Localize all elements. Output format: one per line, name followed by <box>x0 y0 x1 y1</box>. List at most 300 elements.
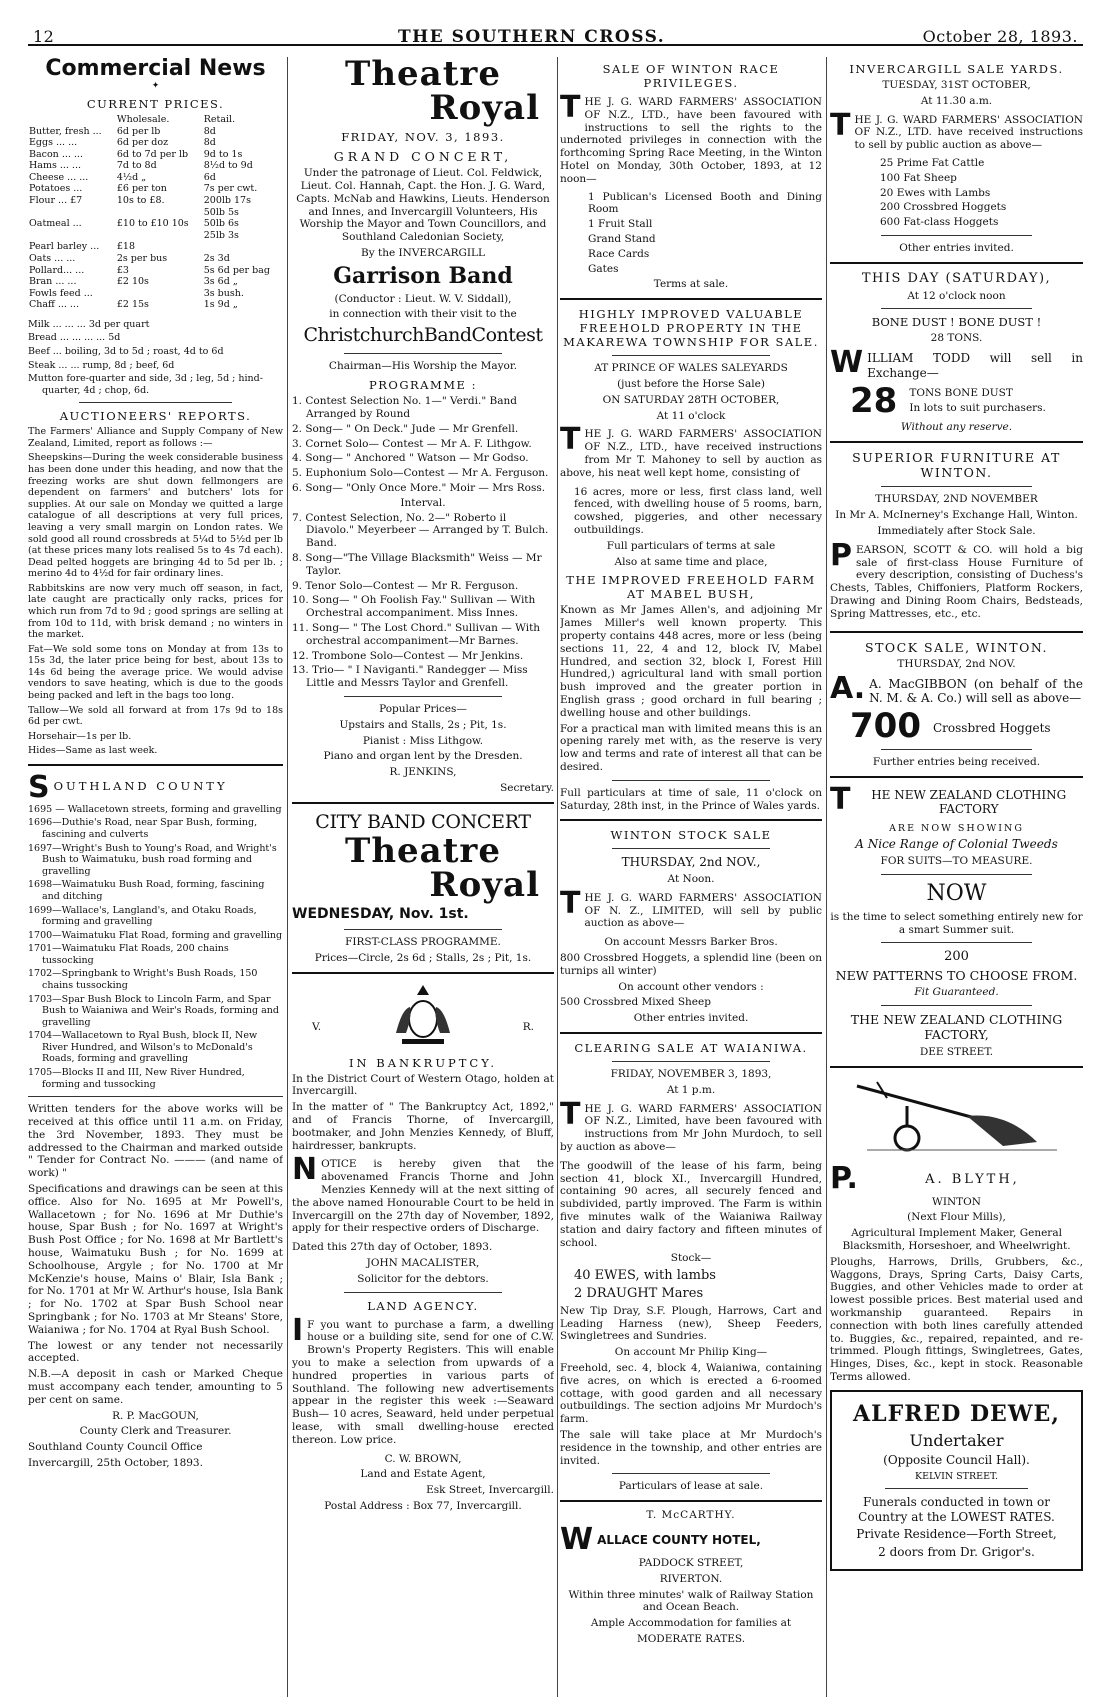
price-item: Pollard... ... <box>29 264 85 276</box>
drop-cap: N <box>292 1155 318 1188</box>
price-retail: 8d <box>203 125 216 137</box>
price-row <box>28 230 283 242</box>
divider <box>830 631 1083 633</box>
divider <box>612 1473 769 1474</box>
thursday: THURSDAY, 2ND NOVEMBER <box>875 493 1038 506</box>
makarewa-details: 16 acres, more or less, first class land, well fenced, with dwelling house of 5 rooms, barn, cowshed, piggeries, and other necessary outbuildings. <box>574 485 822 536</box>
saturday-heading: THIS DAY (SATURDAY), <box>861 270 1052 286</box>
price-wholesale: 7d to 8d <box>116 160 157 172</box>
price-retail: 50lb 5s <box>203 206 239 218</box>
county-heading <box>28 773 283 802</box>
dewe-name: ALFRED DEWE, <box>853 1400 1060 1427</box>
auct-paragraph: Hides—Same as last week. <box>28 745 158 757</box>
price-header-cell <box>28 114 116 126</box>
price-row <box>28 126 283 138</box>
programme-item: 10. Song— " Oh Foolish Fay." Sullivan — With Orchestral accompaniment. Miss Innes. <box>292 594 536 620</box>
divider <box>881 874 1033 875</box>
wednesday-date: WEDNESDAY, Nov. 1st. <box>292 905 469 922</box>
price-item <box>28 230 116 242</box>
price-retail: 1s 9d „ <box>203 299 238 311</box>
price-retail: 3s 6d „ <box>203 276 238 288</box>
current-prices-heading: CURRENT PRICES. <box>86 96 225 111</box>
tons: 28 TONS. <box>930 332 983 345</box>
price-header-row <box>28 114 283 126</box>
programme-list <box>292 395 554 690</box>
noon: At Noon. <box>667 873 715 886</box>
reserve: Without any reserve. <box>900 421 1013 434</box>
prices-line: Upstairs and Stalls, 2s ; Pit, 1s. <box>339 718 507 731</box>
tender-paragraph: N.B.—A deposit in cash or Marked Cheque must accompany each tender, amounting to 5 per cent on same. <box>28 1368 283 1406</box>
yards-item: 100 Fat Sheep <box>880 171 957 184</box>
divider <box>560 819 822 821</box>
solicitor-title: Solicitor for the debtors. <box>357 1272 489 1285</box>
divider <box>28 764 283 766</box>
price-retail: 8d <box>203 137 216 149</box>
big-700: 700 <box>850 708 921 743</box>
divider <box>881 942 1033 943</box>
clock: At 11 o'clock <box>656 409 726 422</box>
price-item: Fowls feed ... <box>29 287 93 299</box>
fit: Fit Guaranteed. <box>914 986 999 999</box>
column-commercial <box>28 57 283 1697</box>
retail-line: Milk ... ... ... 3d per quart <box>28 318 150 330</box>
vendors: On account other vendors : <box>618 980 764 993</box>
lease-particulars: Particulars of lease at sale. <box>618 1480 764 1493</box>
drop-cap: P <box>830 540 852 573</box>
drop-cap: I <box>292 1315 304 1348</box>
price-row <box>28 276 283 288</box>
retail-meat-list <box>28 319 283 396</box>
works-item: 1703—Spar Bush Block to Lincoln Farm, and Spar Bush to Waianiwa and Weir's Roads, forming and gravelling <box>28 993 279 1028</box>
column-ward-sales <box>560 57 822 1697</box>
newspaper-title: THE SOUTHERN CROSS. <box>398 27 666 47</box>
mixed-sheep: 500 Crossbred Mixed Sheep <box>560 996 711 1009</box>
full-particulars: Full particulars of terms at sale <box>606 539 776 552</box>
price-item: Pearl barley ... <box>29 241 100 253</box>
price-row <box>28 137 283 149</box>
divider <box>881 1005 1033 1006</box>
macgibbon-paragraph <box>830 674 1083 709</box>
ewes: 40 EWES, with lambs <box>574 1268 716 1284</box>
ample: Ample Accommodation for families at <box>590 1617 792 1630</box>
crossbred-hoggets: Crossbred Hoggets <box>932 720 1051 735</box>
grand-concert: GRAND CONCERT, <box>333 149 513 165</box>
column-rule <box>557 57 558 1697</box>
divider <box>830 441 1083 443</box>
paddock-street: PADDOCK STREET, <box>638 1557 744 1570</box>
divider <box>292 972 554 974</box>
am: At 11.30 a.m. <box>920 94 993 107</box>
mccarthy: T. McCARTHY. <box>646 1509 736 1522</box>
price-retail: 2s 3d <box>203 252 230 264</box>
commercial-news-title: Commercial News <box>45 57 266 81</box>
yards-item: 25 Prime Fat Cattle <box>880 157 985 169</box>
agent-name: C. W. BROWN, <box>384 1452 462 1465</box>
price-retail: 6d <box>203 171 216 183</box>
suits: FOR SUITS—TO MEASURE. <box>880 855 1033 868</box>
price-item: Bacon ... ... <box>29 148 83 160</box>
divider <box>28 1096 283 1097</box>
secretary-title: Secretary. <box>500 781 554 794</box>
further-entries: Further entries being received. <box>872 755 1041 768</box>
divider <box>881 235 1033 236</box>
furniture-heading: SUPERIOR FURNITURE AT WINTON. <box>852 449 1061 481</box>
race-item: 1 Fruit Stall <box>588 218 653 231</box>
divider <box>612 1061 769 1062</box>
moderate: MODERATE RATES. <box>636 1633 746 1646</box>
price-row <box>28 172 283 184</box>
private-residence: Private Residence—Forth Street, <box>856 1527 1057 1542</box>
yards-items <box>830 157 1083 229</box>
works-item: 1697—Wright's Bush to Young's Road, and Wright's Bush to Waimatuku, bush road forming and gravelling <box>28 842 277 877</box>
royal-title: Royal <box>429 88 540 128</box>
price-wholesale <box>116 288 203 300</box>
within: Within three minutes' walk of Railway Station and Ocean Beach. <box>568 1588 814 1614</box>
stock-text: HE J. G. WARD FARMERS' ASSOCIATION OF N. Z., LIMITED, will sell by public auction as above— <box>584 891 822 930</box>
column-ads <box>830 57 1083 1697</box>
prices-2: Prices—Circle, 2s 6d ; Stalls, 2s ; Pit, 1s. <box>314 951 532 964</box>
stock-label: Stock— <box>670 1252 712 1265</box>
r-letter: R. <box>522 1020 534 1033</box>
programme-item: 13. Trio— " I Naviganti." Randegger — Miss Little and Messrs Taylor and Grenfell. <box>292 664 528 690</box>
popular-prices: Popular Prices— <box>379 702 467 715</box>
office: Southland County Council Office <box>28 1441 203 1454</box>
price-item: Flour ... £7 <box>29 195 83 207</box>
macgibbon-text: A. MacGIBBON (on behalf of the N. M. & A. Co.) will sell as above— <box>869 676 1083 706</box>
divider <box>881 749 1033 750</box>
drop-cap: T <box>830 110 851 143</box>
big-28: 28 <box>850 383 898 419</box>
signature-title: County Clerk and Treasurer. <box>79 1425 232 1438</box>
agent-address: Esk Street, Invercargill. <box>426 1484 554 1497</box>
programme-item: 5. Euphonium Solo—Contest — Mr A. Ferguson. <box>292 467 549 480</box>
race-item: Grand Stand <box>588 233 656 245</box>
price-retail: 200lb 17s <box>203 195 251 207</box>
programme-heading: PROGRAMME : <box>369 378 477 393</box>
price-item: Bran ... ... <box>29 276 77 288</box>
price-wholesale: 6d per doz <box>116 137 169 149</box>
drop-cap: A. <box>830 673 866 706</box>
drop-cap: W <box>830 348 864 381</box>
price-row <box>28 253 283 265</box>
clearing-heading: CLEARING SALE AT WAIANIWA. <box>574 1040 808 1055</box>
stock-heading: WINTON STOCK SALE <box>610 828 772 843</box>
undertaker: Undertaker <box>909 1430 1004 1450</box>
auct-paragraph: Rabbitskins are now very much off season, in fact, late caught are practically only racks, prices for which run from 7d to 9d ; good springs are selling at from 10d to 11d, with brisk demand ; no winters in the market. <box>28 582 283 641</box>
chairman: Chairman—His Worship the Mayor. <box>328 360 518 373</box>
price-wholesale <box>116 207 203 219</box>
yards-paragraph <box>830 111 1083 155</box>
works-item: 1704—Wallacetown to Ryal Bush, block II, New River Hundred, and Wilson's to McDonald's Roads, forming and gravelling <box>28 1030 258 1065</box>
stock-thursday: THURSDAY, 2nd NOV. <box>897 657 1016 670</box>
price-item: Butter, fresh ... <box>29 125 102 137</box>
hoggets-row <box>830 709 1083 743</box>
plough-icon <box>847 1076 1067 1156</box>
ploughs: Ploughs, Harrows, Drills, Grubbers, &c., Waggons, Drays, Spring Carts, Daisy Carts, Buggies, and other Vehicles made to order at lowest possible prices. Best material used and workmanship guaranteed. Repairs in connection with both lines carefully attended to. Buggies, &c., repaired, repainted, and re-trimmed. Plough fittings, Swingletrees, Gates, Hinges, Dises, &c., kept in stock. Reasonable Terms allowed. <box>830 1255 1083 1383</box>
v-letter: V. <box>312 1020 322 1033</box>
price-table <box>28 114 283 311</box>
price-wholesale: 2s per bus <box>116 252 168 264</box>
funerals: Funerals conducted in town or Country at the LOWEST RATES. <box>858 1495 1055 1524</box>
price-wholesale: £6 per ton <box>116 183 167 195</box>
yards-item: 200 Crossbred Hoggets <box>880 201 1007 214</box>
garrison-band: Garrison Band <box>333 262 513 289</box>
divider <box>344 696 501 697</box>
theatre-title: Theatre <box>345 57 501 94</box>
divider <box>344 929 501 930</box>
drop-cap: T <box>560 93 581 126</box>
price-retail: 3s bush. <box>203 287 244 299</box>
retail-line: Beef ... boiling, 3d to 5d ; roast, 4d to 6d <box>28 345 224 357</box>
date-line: Invercargill, 25th October, 1893. <box>28 1456 203 1469</box>
sale-place: The sale will take place at Mr Murdoch's residence in the township, and other entries are invited. <box>560 1429 822 1467</box>
divider <box>344 1292 501 1293</box>
price-retail: 25lb 3s <box>203 229 239 241</box>
programme-item: 6. Song— "Only Once More." Moir — Mrs Ross. <box>292 482 546 495</box>
theatre-title-2: Theatre <box>345 830 501 871</box>
price-row <box>28 183 283 195</box>
clothing-heading <box>830 785 1083 820</box>
price-wholesale: 4½d „ <box>116 171 147 183</box>
blyth-name: A. BLYTH, <box>925 1171 1020 1187</box>
notice-text: OTICE is hereby given that the abovenamed Francis Thorne and John Menzies Kennedy will at the next sitting of the above named Honourable Court to be held in Invercargill on the 27th day of November, 1892, apply for their respective orders of Discharge. <box>292 1158 554 1235</box>
mares: 2 DRAUGHT Mares <box>574 1286 704 1302</box>
stock-sale-heading: STOCK SALE, WINTON. <box>865 639 1048 655</box>
race-item: Gates <box>588 262 619 275</box>
connection: in connection with their visit to the <box>329 308 517 321</box>
works-item: 1696—Duthie's Road, near Spar Bush, forming, fascining and culverts <box>28 817 258 841</box>
divider <box>830 1066 1083 1068</box>
race-items <box>560 191 822 276</box>
nzcf: THE NEW ZEALAND CLOTHING FACTORY, <box>850 1012 1063 1043</box>
column-theatre <box>292 57 554 1697</box>
auct-intro: The Farmers' Alliance and Supply Company of New Zealand, Limited, report as follows :— <box>28 426 283 449</box>
other-entries: Other entries invited. <box>633 1012 749 1025</box>
yards-item: 20 Ewes with Lambs <box>880 186 991 199</box>
bankruptcy-matter: In the matter of " The Bankruptcy Act, 1892," and of Francis Thorne, of Invercargill, bootmaker, and John Menzies Kennedy, of Bluff, hairdresser, bankrupts. <box>292 1101 554 1152</box>
patronage: Under the patronage of Lieut. Col. Feldwick, Lieut. Col. Hannah, Capt. the Hon. J. G. Ward, Capts. McNab and Hawkins, Lieuts. Henderson and Innes, and Invercargill Volunteers, His Worship the Mayor and Town Councillors, and Southland Caledonian Society, <box>296 167 550 244</box>
tip-dray: New Tip Dray, S.F. Plough, Harrows, Cart and Leading Harness (new), Sheep Feeders, Swingletrees and Sundries. <box>560 1304 822 1343</box>
also-line: Also at same time and place, <box>614 555 768 568</box>
first-class: FIRST-CLASS PROGRAMME. <box>345 936 501 949</box>
price-item: Chaff ... ... <box>29 299 79 311</box>
drop-cap: T <box>560 1099 581 1132</box>
works-item: 1705—Blocks II and III, New River Hundred, forming and tussocking <box>28 1067 245 1090</box>
noon: At 12 o'clock noon <box>907 289 1006 302</box>
programme-item: Interval. <box>400 496 446 509</box>
land-paragraph <box>292 1316 554 1450</box>
programme-item: 7. Contest Selection, No. 2—" Roberto il Diavolo." Meyerbeer — Arranged by T. Bulch. Band. <box>292 511 549 550</box>
freehold-section: Freehold, sec. 4, block 4, Waianiwa, containing five acres, on which is erected a 6-roomed cottage, with good garden and all necessary outbuildings. The section adjoins Mr Murdoch's farm. <box>560 1362 822 1426</box>
price-wholesale: £2 15s <box>116 299 149 311</box>
race-item: Race Cards <box>588 247 650 260</box>
works-item: 1695 — Wallacetown streets, forming and gravelling <box>28 803 282 815</box>
price-retail: 7s per cwt. <box>203 183 258 195</box>
dewe-box <box>830 1390 1083 1571</box>
opposite: (Opposite Council Hall). <box>883 1453 1030 1468</box>
price-item: Hams ... ... <box>29 160 81 172</box>
auct-paragraph: Fat—We sold some tons on Monday at from 13s to 15s 3d, the later price being for best, about 13s to 14s 6d being the average price. We would advise vendors to save heating, which is due to the goods being packed and left in the bags too long. <box>28 643 283 702</box>
price-row <box>28 288 283 300</box>
auct-paragraph: Tallow—We sold all forward at from 17s 9d to 18s 6d per cwt. <box>28 704 283 728</box>
dee-street: DEE STREET. <box>919 1045 994 1058</box>
royal-title-2: Royal <box>429 864 540 905</box>
price-item: Oatmeal ... <box>29 218 82 230</box>
freehold-heading: HIGHLY IMPROVED VALUABLE FREEHOLD PROPERTY IN THE MAKAREWA TOWNSHIP FOR SALE. <box>563 307 819 350</box>
clothing-factory: HE NEW ZEALAND CLOTHING FACTORY <box>871 787 1067 817</box>
drop-cap: S <box>28 772 50 802</box>
patterns: NEW PATTERNS TO CHOOSE FROM. <box>835 968 1078 984</box>
price-row <box>28 160 283 172</box>
price-wholesale: 10s to £8. <box>116 195 165 207</box>
divider <box>881 308 1033 309</box>
retail-line: Steak ... ... rump, 8d ; beef, 6d <box>28 359 175 371</box>
programme-item: 4. Song— " Anchored " Watson — Mr Godso. <box>292 452 529 465</box>
drop-cap: T <box>560 888 581 921</box>
price-wholesale: 6d per lb <box>116 125 161 137</box>
drop-cap: W <box>560 1525 594 1555</box>
price-row <box>28 149 283 161</box>
auct-paragraph: Horsehair—1s per lb. <box>28 730 132 742</box>
works-item: 1699—Wallace's, Langland's, and Otaku Roads, forming and gravelling <box>28 904 257 928</box>
n200: 200 <box>944 949 969 965</box>
royal-crest-icon <box>388 981 458 1047</box>
prince-saleyards: AT PRINCE OF WALES SALEYARDS <box>594 362 788 375</box>
programme-item: 1. Contest Selection No. 1—" Verdi." Band Arranged by Round <box>292 395 517 421</box>
mabel-text-2: For a practical man with limited means this is an opening rarely met with, as the reserve is very low and terms and rate of interest all that can be desired. <box>560 722 822 773</box>
divider <box>885 1488 1027 1489</box>
divider <box>560 1032 822 1034</box>
yards-heading: INVERCARGILL SALE YARDS. <box>849 62 1064 76</box>
price-row <box>28 195 283 207</box>
barker: On account Messrs Barker Bros. <box>604 936 778 949</box>
saturday-date: ON SATURDAY 28TH OCTOBER, <box>602 393 780 406</box>
divider <box>292 802 554 804</box>
programme-item: 9. Tenor Solo—Contest — Mr R. Ferguson. <box>292 579 519 592</box>
divider <box>612 848 769 849</box>
by-line: By the INVERCARGILL <box>360 247 485 260</box>
pianist: Pianist : Miss Lithgow. <box>362 734 484 747</box>
page-number: 12 <box>33 27 55 46</box>
price-row <box>28 265 283 277</box>
other-invited: Other entries invited. <box>899 241 1014 254</box>
pm: At 1 p.m. <box>666 1083 716 1096</box>
price-wholesale <box>116 230 203 242</box>
city-band-title: CITY BAND CONCERT <box>315 810 531 833</box>
conductor: (Conductor : Lieut. W. V. Siddall), <box>334 292 512 305</box>
works-item: 1698—Waimatuku Bush Road, forming, fascining and ditching <box>28 879 265 902</box>
price-retail: 9d to 1s <box>203 148 243 160</box>
flour-mills: (Next Flour Mills), <box>907 1211 1006 1224</box>
signature: R. P. MacGOUN, <box>112 1409 199 1422</box>
prince-note: (just before the Horse Sale) <box>617 378 765 391</box>
tender-paragraph: Specifications and drawings can be seen at this office. Also for No. 1695 at Mr Powell's, Wallacetown ; for No. 1696 at Mr Duthie's house, Spar Bush ; for No. 1697 at Wright's Bush Post Office ; for No. 1698 at Mr Bartlett's house, Waimatuku Bush ; for No. 1699 at Schoolhouse, Argyle ; for No. 1700 at Mr McKenzie's house, Mains o' Blair, Isla Bank ; for No. 1701 at Mr W. Arthur's house, Isla Bank ; for No. 1702 at Spar Bush School near Springbank ; for No. 1703 at Mr Steans' Store, Waianiwa ; for No. 1704 at Ryal Bush School. <box>28 1182 283 1336</box>
programme-item: 11. Song— " The Lost Chord." Sullivan — With orchestral accompaniment—Mr Barnes. <box>292 622 541 647</box>
price-retail: 50lb 6s <box>203 218 239 230</box>
column-rule <box>826 57 827 1697</box>
now: NOW <box>926 880 987 906</box>
piano-note: Piano and organ lent by the Dresden. <box>323 750 523 763</box>
auct-paragraph: Sheepskins—During the week considerable business has been done under this heading, and now that the freezing works are shut down fellmongers are dependent on farmers' and butchers' lots for supplies. At our sale on Monday we quitted a large catalogue of all descriptions at very full prices, leaving a very small margin on London rates. We sold good all round crossbreds at 5¼d to 5½d per lb (at these prices many lots realised 5s to 4s 7d each). Dead pelted hoggets are bringing 4d to 5d per lb. ; merino 4d to 4½d for fair ordinary lines. <box>28 452 283 580</box>
programme-item: 12. Trombone Solo—Contest — Mr Jenkins. <box>292 649 524 662</box>
price-row <box>28 207 283 219</box>
price-wholesale: 6d to 7d per lb <box>116 148 189 160</box>
clearing-text: HE J. G. WARD FARMERS' ASSOCIATION OF N.Z., Limited, have been favoured with instructions from Mr John Murdoch, to sell by auction as above— <box>560 1102 822 1153</box>
tweeds: A Nice Range of Colonial Tweeds <box>855 837 1058 852</box>
kelvin-street: KELVIN STREET. <box>915 1470 998 1482</box>
ornament-icon: ✦ <box>151 81 160 91</box>
agricultural: Agricultural Implement Maker, General Blacksmith, Horseshoer, and Wheelwright. <box>842 1227 1071 1252</box>
race-item: 1 Publican's Licensed Booth and Dining Room <box>588 190 822 216</box>
concert-date: FRIDAY, NOV. 3, 1893. <box>341 130 505 144</box>
secretary-name: R. JENKINS, <box>389 766 457 779</box>
divider <box>830 262 1083 264</box>
divider <box>881 486 1033 487</box>
price-wholesale: £10 to £10 10s <box>116 218 189 230</box>
price-header-cell: Wholesale. <box>116 113 170 125</box>
tuesday: TUESDAY, 31ST OCTOBER, <box>882 79 1031 92</box>
bankruptcy-heading: IN BANKRUPTCY. <box>349 1055 497 1070</box>
postal-address: Postal Address : Box 77, Invercargill. <box>324 1499 522 1512</box>
price-row <box>28 299 283 311</box>
philip-king: On account Mr Philip King— <box>614 1346 768 1359</box>
masthead <box>28 26 1083 46</box>
price-item: Oats ... ... <box>29 252 76 264</box>
price-item: Eggs ... ... <box>29 137 78 149</box>
divider <box>830 776 1083 778</box>
tender-paragraph: Written tenders for the above works will be received at this office until 11 a.m. on Friday, the 3rd November, 1893. They must be addressed to the Chairman and marked outside " Tender for Contract No. ——— (and name of work) " <box>28 1103 283 1180</box>
notice-paragraph <box>292 1155 554 1238</box>
race-heading: SALE OF WINTON RACE PRIVILEGES. <box>602 62 780 91</box>
tons-bone: TONS BONE DUST <box>909 386 1013 399</box>
county-title: OUTHLAND COUNTY <box>53 778 228 793</box>
programme-item: 3. Cornet Solo— Contest — Mr A. F. Lithgow. <box>292 437 532 450</box>
price-header-cell: Retail. <box>203 113 236 125</box>
stock-paragraph <box>560 889 822 933</box>
time-to-select: is the time to select something entirely new for a smart Summer suit. <box>830 910 1083 936</box>
price-row <box>28 241 283 253</box>
programme-item: 2. Song— " On Deck." Jude — Mr Grenfell. <box>292 422 519 435</box>
land-text: F you want to purchase a farm, a dwelling house or a building site, send for one of C.W. Brown's Property Registers. This will enable you to make a selection from upwards of a hundred properties in various parts of Southland. The following new advertisements appear in the register this week :—Seaward Bush— 10 acres, Seaward, held under perpetual lease, with small dwelling-house erected thereon. Low price. <box>292 1318 554 1446</box>
auctioneers-report <box>28 426 283 757</box>
divider <box>612 355 769 356</box>
yards-text: HE J. G. WARD FARMERS' ASSOCIATION OF N.Z., LTD. have received instructions to sell by public auction as above— <box>854 113 1083 152</box>
divider <box>560 1500 822 1502</box>
price-wholesale: £18 <box>116 241 135 253</box>
divider <box>344 353 501 354</box>
clearing-date: FRIDAY, NOVEMBER 3, 1893, <box>610 1068 772 1080</box>
mabel-text: Known as Mr James Allen's, and adjoining Mr James Miller's well known property. This property contains 448 acres, more or less (being sections 11, 22, 4 and 12, block IV, Mabel Hundred, and section 32, block I, Forest Hill Hundred,) agricultural land with small portion bush improved and the greater portion in English grass ; good orchard in full bearing ; dwelling house and other buildings. <box>560 604 822 719</box>
retail-line: Mutton fore-quarter and side, 3d ; leg, 5d ; hind-quarter, 4d ; chop, 6d. <box>28 373 263 396</box>
price-retail: 8½d to 9d <box>203 160 253 172</box>
price-retail <box>203 241 283 253</box>
bone-dust: BONE DUST ! BONE DUST ! <box>871 315 1042 330</box>
price-item <box>28 207 116 219</box>
winton: WINTON <box>932 1195 981 1208</box>
issue-date: October 28, 1893. <box>922 27 1078 46</box>
price-item: Cheese ... ... <box>29 171 89 183</box>
race-text: HE J. G. WARD FARMERS' ASSOCIATION OF N.Z., LTD., have been favoured with instructions to sell the rights to the undernoted privileges in connection with the forthcoming Spring Race Meeting, in the Winton Hotel on Monday, 30th October, 1893, at 12 noon— <box>560 96 822 185</box>
yards-item: 600 Fat-class Hoggets <box>880 216 999 229</box>
pearson-text: EARSON, SCOTT & CO. will hold a big sale of first-class House Furniture of every description, consisting of Duchess's Chests, Tables, Chiffoniers, Platform Rockers, Drawing and Dining Room Chairs, Bedsteads, Spring Mattresses, etc., etc. <box>830 543 1083 620</box>
agent-title: Land and Estate Agent, <box>360 1468 486 1481</box>
mabel-text-3: Full particulars at time of sale, 11 o'clock on Saturday, 28th inst, in the Prince of Wales yards. <box>560 786 822 812</box>
district-court: In the District Court of Western Otago, holden at Invercargill. <box>292 1072 554 1098</box>
tender-paragraph: The lowest or any tender not necessarily accepted. <box>28 1339 283 1365</box>
land-agency-heading: LAND AGENCY. <box>367 1298 479 1313</box>
price-wholesale: £2 10s <box>116 276 149 288</box>
blyth-heading <box>830 1164 1083 1193</box>
